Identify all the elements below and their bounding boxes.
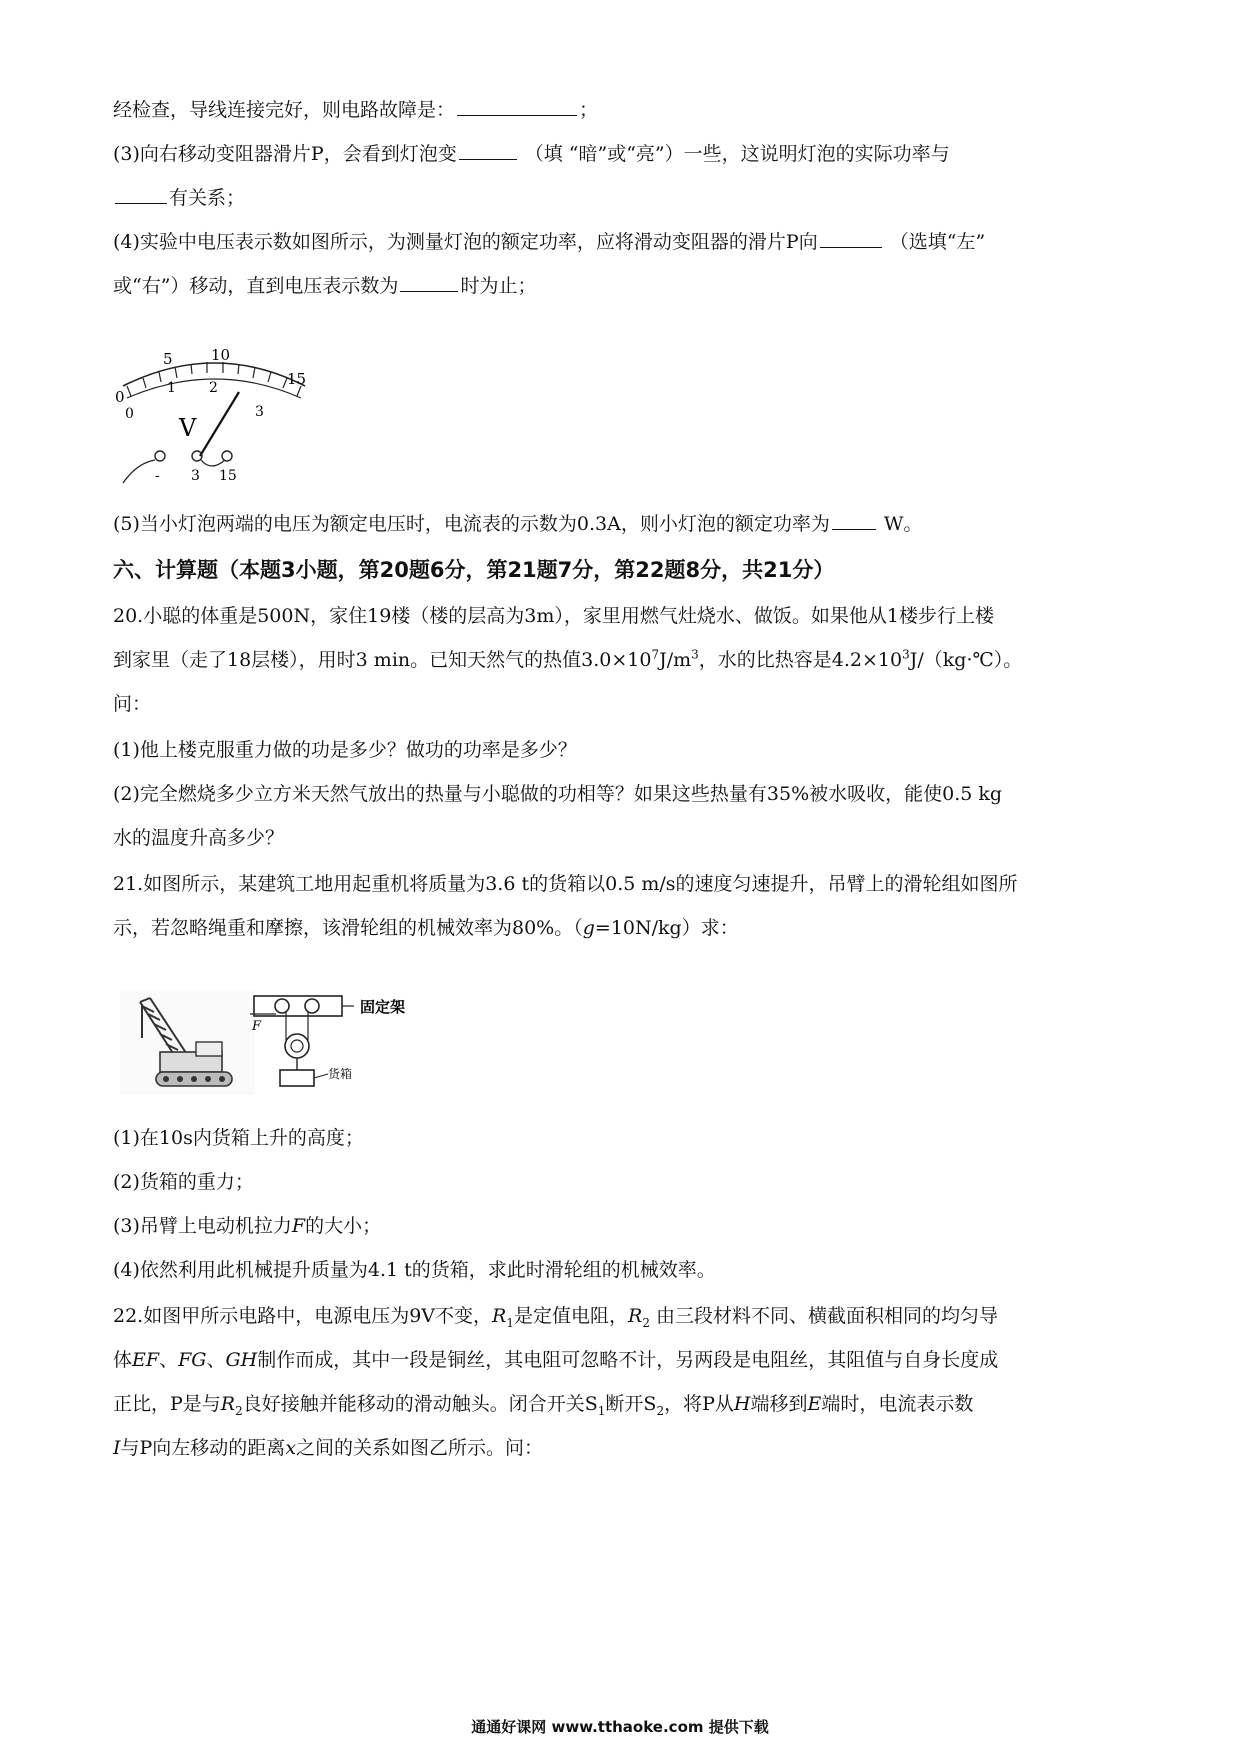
- text: 或“右”）移动，直到电压表示数为: [113, 275, 399, 297]
- text: 示，若忽略绳重和摩擦，该滑轮组的机械效率为80%。（: [113, 917, 583, 939]
- text: 之间的关系如图乙所示。问：: [296, 1437, 544, 1459]
- upper-tick-label: 10: [211, 348, 231, 364]
- pulley-figure: [250, 990, 435, 1100]
- text: (5)当小灯泡两端的电压为额定电压时，电流表的示数为0.3A，则小灯泡的额定功率为: [113, 513, 830, 535]
- text: FG: [178, 1349, 207, 1371]
- answer-blank[interactable]: [459, 141, 517, 160]
- q20-line3: 问：: [113, 693, 152, 715]
- answer-blank[interactable]: [400, 273, 458, 292]
- q20-line2: [113, 646, 1022, 674]
- cargo-label: 货箱: [328, 1067, 353, 1081]
- text: 制作而成，其中一段是铜丝，其电阻可忽略不计，另两段是电阻丝，其阻值与自身长度成: [257, 1349, 999, 1371]
- q22-line3: [113, 1390, 973, 1418]
- text: 经检查，导线连接完好，则电路故障是：: [113, 99, 456, 121]
- text: 有关系；: [169, 187, 246, 209]
- text: 时为止；: [460, 275, 537, 297]
- text: （选填“左”: [889, 231, 986, 253]
- text: H: [733, 1393, 751, 1415]
- answer-blank[interactable]: [457, 97, 577, 116]
- q19-part4-line2: [113, 272, 536, 300]
- q19-fault-line: [113, 96, 598, 124]
- text: =10N/kg）求：: [594, 917, 739, 939]
- q22-line2: [113, 1346, 998, 1374]
- terminal-label: 3: [191, 468, 200, 484]
- text: ，水的比热容是4.2×10: [698, 649, 903, 671]
- movable-pulley-icon: [285, 1034, 309, 1058]
- force-label: F: [252, 1019, 262, 1034]
- text: R: [492, 1305, 507, 1327]
- crane-figure: [120, 990, 255, 1095]
- q21-part2: (2)货箱的重力；: [113, 1171, 254, 1193]
- q21-line2: [113, 914, 739, 942]
- text: R: [628, 1305, 643, 1327]
- text: 良好接触并能移动的滑动触头。闭合开关S: [242, 1393, 598, 1415]
- q21-part3: [113, 1212, 381, 1240]
- q22-line1: [113, 1302, 998, 1330]
- pulley-icon: [305, 999, 319, 1013]
- text: F: [291, 1215, 306, 1237]
- text: 的大小；: [305, 1215, 382, 1237]
- q20-part1: (1)他上楼克服重力做的功是多少？做功的功率是多少？: [113, 739, 577, 761]
- superscript: 3: [691, 647, 699, 662]
- superscript: 7: [651, 647, 660, 662]
- text: 与P向左移动的距离: [120, 1437, 286, 1459]
- text: J/（kg·℃）。: [909, 649, 1023, 671]
- answer-blank[interactable]: [820, 229, 882, 248]
- upper-zero-label: 0: [115, 388, 125, 406]
- text: x: [285, 1437, 297, 1459]
- text: GH: [225, 1349, 258, 1371]
- answer-blank[interactable]: [832, 511, 876, 530]
- text: J/m: [659, 649, 692, 671]
- text: R: [220, 1393, 236, 1415]
- q20-part2-line1: (2)完全燃烧多少立方米天然气放出的热量与小聪做的功相等？如果这些热量有35%被水吸收，能使0.5 kg: [113, 783, 1003, 805]
- terminal-label: -: [155, 468, 160, 484]
- voltmeter-needle: [200, 392, 239, 456]
- text: (3)向右移动变阻器滑片P，会看到灯泡变: [113, 143, 457, 165]
- text: 正比，P是与: [113, 1393, 221, 1415]
- superscript: 3: [902, 647, 910, 662]
- q21-part4: (4)依然利用此机械提升质量为4.1 t的货箱，求此时滑轮组的机械效率。: [113, 1259, 716, 1281]
- q19-part4-line1: [113, 228, 985, 256]
- fixed-frame-label: 固定架: [360, 998, 406, 1016]
- text: 、: [159, 1349, 179, 1371]
- page-footer: 通通好课网 www.tthaoke.com 提供下载: [471, 1718, 769, 1736]
- text: ，将P从: [664, 1393, 734, 1415]
- terminal-minus-icon: [155, 451, 165, 461]
- text: 是定值电阻，: [513, 1305, 628, 1327]
- terminal-label: 15: [219, 468, 237, 484]
- upper-tick-label: 5: [163, 350, 173, 368]
- text: 端移到: [750, 1393, 808, 1415]
- text: W。: [883, 513, 923, 535]
- text: (4)实验中电压表示数如图所示，为测量灯泡的额定功率，应将滑动变阻器的滑片P向: [113, 231, 818, 253]
- cargo-box: [280, 1070, 314, 1086]
- voltmeter-symbol: V: [179, 414, 197, 442]
- subscript: 2: [642, 1315, 650, 1330]
- lower-tick-label: 2: [209, 380, 218, 396]
- pulley-icon: [275, 999, 289, 1013]
- lower-tick-label: 3: [255, 404, 264, 420]
- q20-part2-line2: 水的温度升高多少？: [113, 827, 285, 849]
- text: 由三段材料不同、横截面积相同的均匀导: [656, 1305, 999, 1327]
- upper-tick-label: 15: [287, 370, 307, 388]
- section-heading: 六、计算题（本题3小题，第20题6分，第21题7分，第22题8分，共21分）: [113, 558, 835, 582]
- q19-part3-line1: [113, 140, 950, 168]
- q21-line1: 21.如图所示，某建筑工地用起重机将质量为3.6 t的货箱以0.5 m/s的速度匀速提升，吊臂上的滑轮组如图所: [113, 873, 1018, 895]
- subscript: 1: [506, 1315, 514, 1330]
- text: （填 “暗”或“亮”）一些，这说明灯泡的实际功率与: [524, 143, 950, 165]
- subscript: 2: [656, 1403, 665, 1418]
- q22-line4: [113, 1434, 543, 1462]
- text: 端时，电流表示数: [821, 1393, 974, 1415]
- text: 、: [206, 1349, 226, 1371]
- text: 断开S: [605, 1393, 657, 1415]
- text: ；: [579, 99, 599, 121]
- text: I: [113, 1437, 121, 1459]
- text: 22.如图甲所示电路中，电源电压为9V不变，: [113, 1305, 493, 1327]
- q19-part3-line2: [113, 184, 245, 212]
- text: E: [807, 1393, 822, 1415]
- text: (3)吊臂上电动机拉力: [113, 1215, 292, 1237]
- voltmeter-figure: [115, 348, 320, 490]
- subscript: 2: [235, 1403, 243, 1418]
- text: 体: [113, 1349, 133, 1371]
- lower-tick-label: 1: [167, 380, 176, 396]
- answer-blank[interactable]: [115, 185, 167, 204]
- subscript: 1: [597, 1403, 606, 1418]
- q21-part1: (1)在10s内货箱上升的高度；: [113, 1127, 364, 1149]
- text: g: [582, 917, 595, 939]
- lower-tick-label: 0: [125, 406, 134, 422]
- q20-line1: 20.小聪的体重是500N，家住19楼（楼的层高为3m），家里用燃气灶烧水、做饭。如果他从1楼步行上楼: [113, 605, 994, 627]
- text: EF: [132, 1349, 160, 1371]
- q19-part5-line: [113, 510, 922, 538]
- text: 到家里（走了18层楼），用时3 min。已知天然气的热值3.0×10: [113, 649, 652, 671]
- terminal-15v-icon: [222, 451, 232, 461]
